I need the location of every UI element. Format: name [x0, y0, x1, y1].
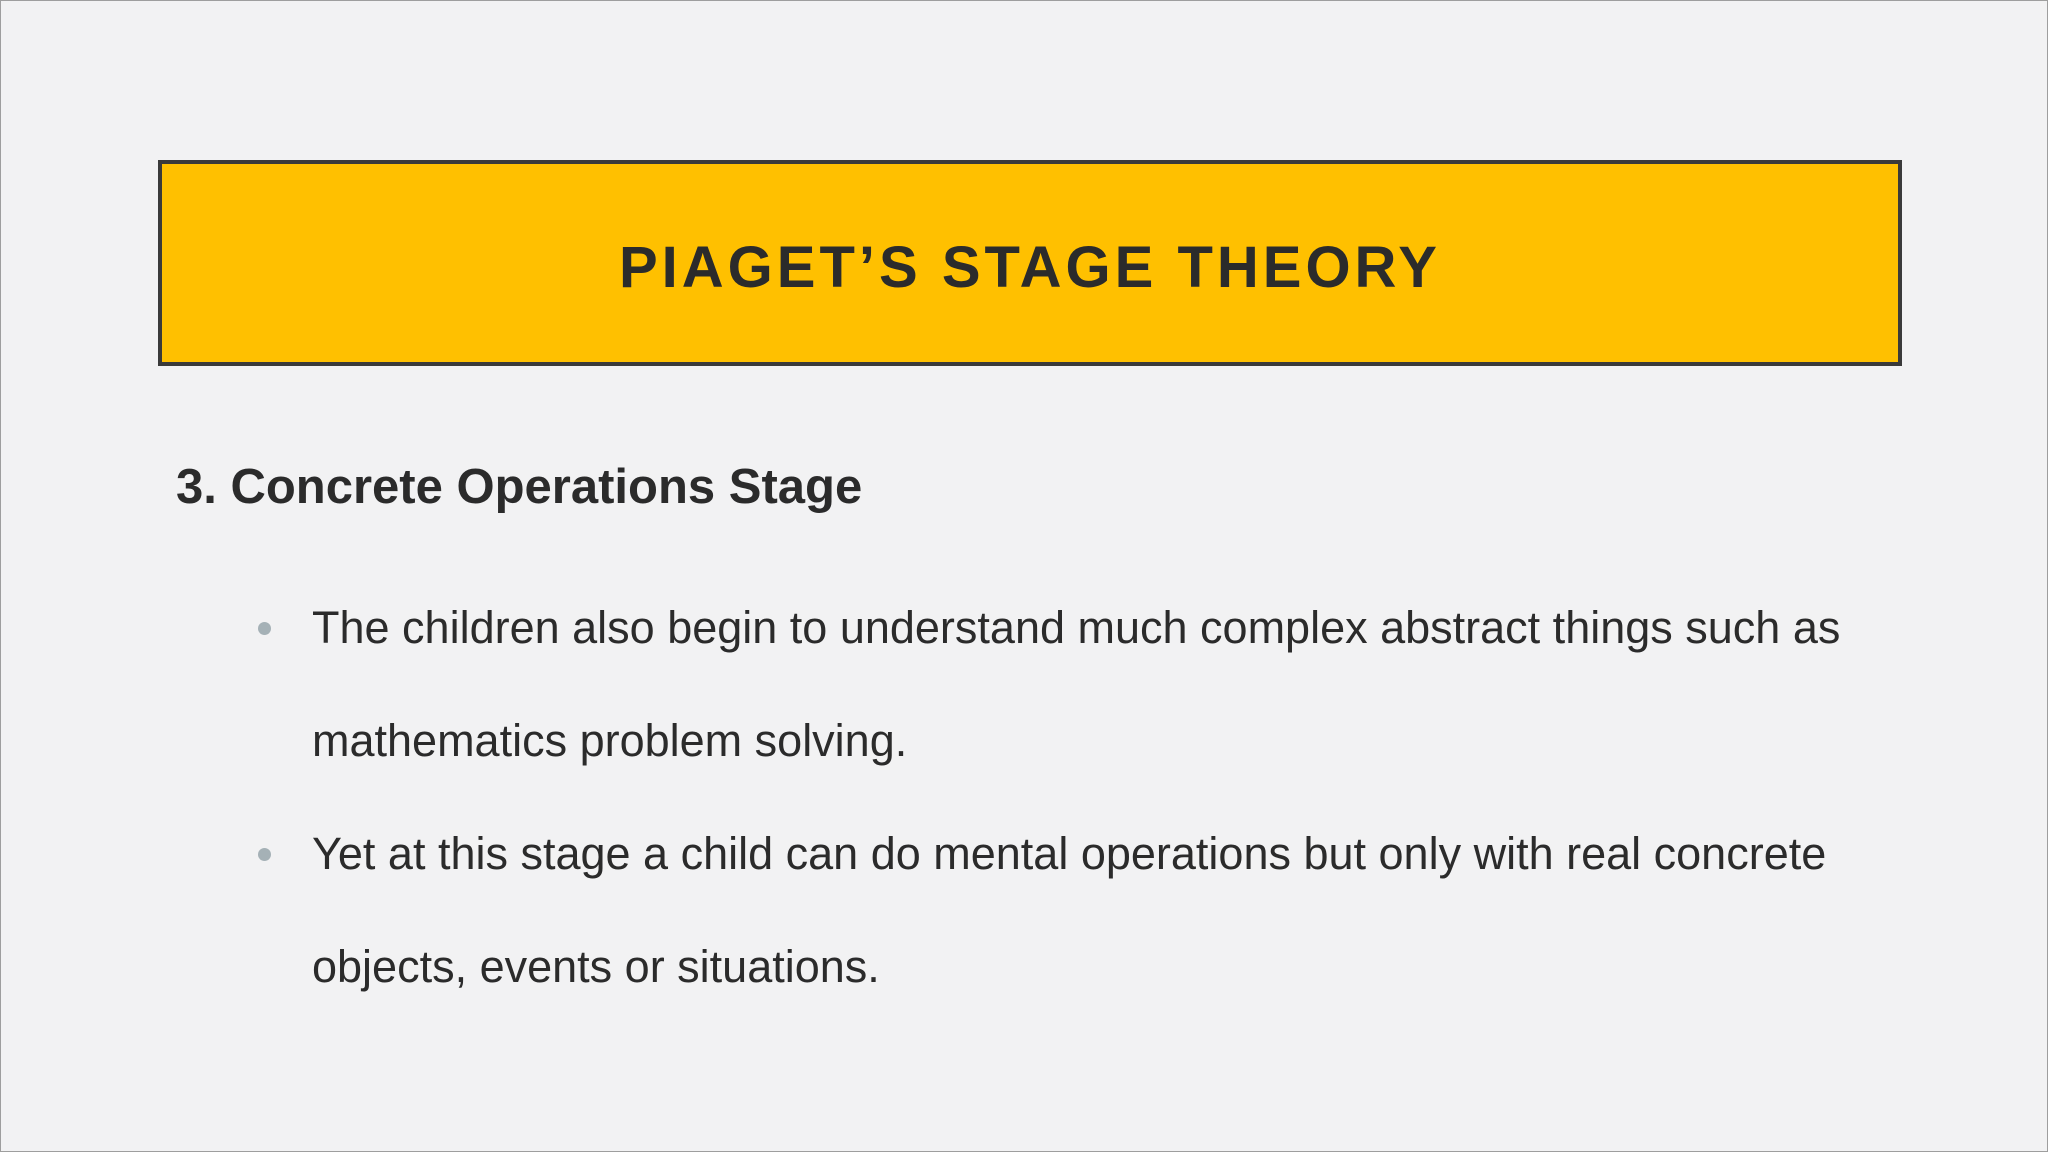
section-heading: 3. Concrete Operations Stage	[176, 460, 863, 514]
bullet-item	[256, 797, 1916, 1023]
bullet-list	[256, 571, 1916, 1023]
title-banner	[158, 160, 1902, 366]
bullet-item	[256, 571, 1916, 797]
bullet-dot-icon	[258, 622, 271, 635]
slide-title: PIAGET’S STAGE THEORY	[619, 234, 1441, 300]
bullet-text: The children also begin to understand much complex abstract things such as mathematics problem solving.	[312, 602, 1841, 766]
bullet-dot-icon	[258, 848, 271, 861]
bullet-text: Yet at this stage a child can do mental operations but only with real concrete objects, events or situations.	[312, 828, 1827, 992]
